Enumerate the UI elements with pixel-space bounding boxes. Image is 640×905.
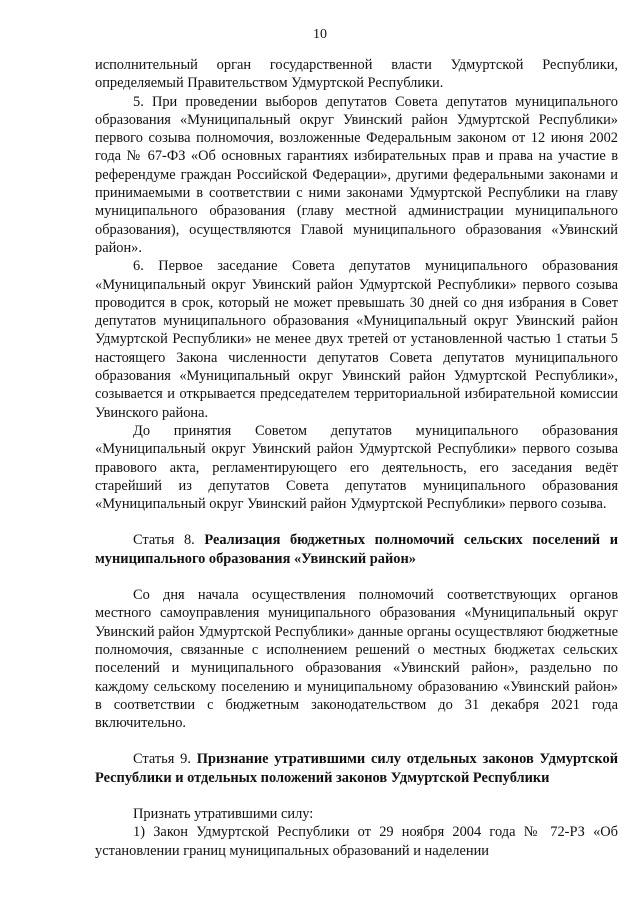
article-8-text: Со дня начала осуществления полномочий соответствующих органов местного самоуправления муниципального образования «Муниципальный округ Увинский район Удмуртской Республики» данные органы осуществляют бюджетные полномочия, связанные с исполнением решений о местных бюджетах сельских поселений и муниципального образования «Увинский район», раздельно по каждому сельскому поселению и муниципальному образованию «Увинский район» в соответствии с бюджетным законодательством до 31 декабря 2021 года включительно. xyxy=(95,587,618,732)
article-9-intro: Признать утратившими силу: xyxy=(133,805,314,822)
article-9-heading xyxy=(95,750,618,787)
article-8-title: Реализация бюджетных полномочий сельских поселений и муниципального образования «Увинский район» xyxy=(95,532,618,567)
paragraph: 6. Первое заседание Совета депутатов муниципального образования «Муниципальный округ Увинский район Удмуртской Республики» первого созыва проводится в срок, который не может превышать 30 дней со дня избрания в Совет депутатов муниципального образования «Муниципальный округ Увинский район Удмуртской Республики» не менее двух третей от установленной частью 1 статьи 5 настоящего Закона численности депутатов Совета депутатов муниципального образования «Муниципальный округ Увинский район Удмуртской Республики», созывается и открывается председателем территориальной избирательной комиссии Увинского района. xyxy=(95,258,618,421)
paragraph: 5. При проведении выборов депутатов Совета депутатов муниципального образования «Муниципальный округ Увинский район Удмуртской Республики» первого созыва полномочия, возложенные Федеральным законом от 12 июня 2002 года № 67-ФЗ «Об основных гарантиях избирательных прав и права на участие в референдуме граждан Российской Федерации», другими федеральными законами и принимаемыми в соответствии с ними законами Удмуртской Республики на главу муниципального образования (главу местной администрации муниципального образования), осуществляются Главой муниципального образования «Увинский район». xyxy=(95,93,618,256)
paragraph: исполнительный орган государственной власти Удмуртской Республики, определяемый Правительством Удмуртской Республики. xyxy=(95,57,618,92)
article-9-prefix: Статья 9. xyxy=(133,751,197,768)
paragraph: До принятия Советом депутатов муниципального образования «Муниципальный округ Увинский район Удмуртской Республики» первого созыва правового акта, регламентирующего его деятельность, его заседания ведёт старейший из депутатов Совета депутатов муниципального образования «Муниципальный округ Увинский район Удмуртской Республики» первого созыва. xyxy=(95,422,618,513)
document-body xyxy=(95,56,618,860)
article-8-prefix: Статья 8. xyxy=(133,532,205,549)
article-9-title: Признание утратившими силу отдельных законов Удмуртской Республики и отдельных положений законов Удмуртской Республики xyxy=(95,751,618,786)
page-number: 10 xyxy=(313,27,327,42)
article-8-heading xyxy=(95,531,618,568)
article-9-item-1: 1) Закон Удмуртской Республики от 29 ноября 2004 года № 72-РЗ «Об установлении границ муниципальных образований и наделении xyxy=(95,824,618,859)
